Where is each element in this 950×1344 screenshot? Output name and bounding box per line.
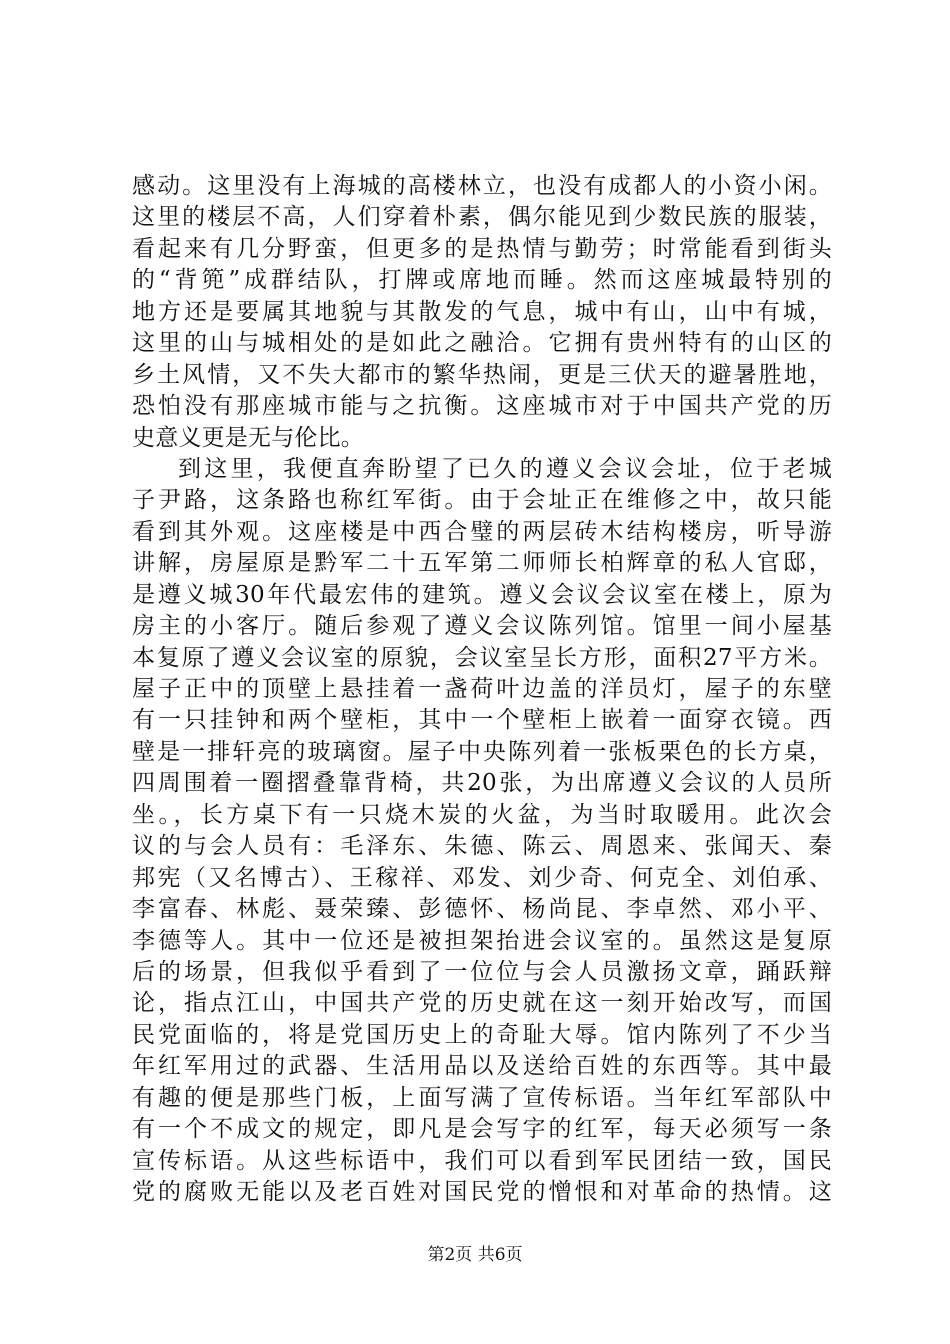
text-line: 恐怕没有那座城市能与之抗衡。这座城市对于中国共产党的历 <box>132 393 832 420</box>
text-line: 乡土风情，又不失大都市的繁华热闹，更是三伏天的避暑胜地， <box>132 361 832 388</box>
text-line: 看到其外观。这座楼是中西合璧的两层砖木结构楼房，听导游 <box>132 518 832 545</box>
text-line: 李德等人。其中一位还是被担架抬进会议室的。虽然这是复原 <box>132 927 832 954</box>
text-line: 子尹路，这条路也称红军街。由于会址正在维修之中，故只能 <box>132 487 832 514</box>
text-line: 的“背篼”成群结队，打牌或席地而睡。然而这座城最特别的 <box>132 267 832 294</box>
text-line: 壁是一排轩亮的玻璃窗。屋子中央陈列着一张板栗色的长方桌， <box>132 738 832 765</box>
text-line: 年红军用过的武器、生活用品以及送给百姓的东西等。其中最 <box>132 1053 832 1080</box>
paragraph-2 <box>132 454 832 1209</box>
paragraph-1 <box>132 171 832 454</box>
text-line: 李富春、林彪、聂荣臻、彭德怀、杨尚昆、李卓然、邓小平、 <box>132 896 832 923</box>
text-line: 有趣的便是那些门板，上面写满了宣传标语。当年红军部队中 <box>132 1084 832 1111</box>
text-line: 本复原了遵义会议室的原貌，会议室呈长方形，面积27平方米。 <box>132 644 832 671</box>
text-line: 是遵义城30年代最宏伟的建筑。遵义会议会议室在楼上，原为 <box>132 581 832 608</box>
text-line: 民党面临的，将是党国历史上的奇耻大辱。馆内陈列了不少当 <box>132 1021 832 1048</box>
document-body <box>132 171 832 1208</box>
text-line: 议的与会人员有：毛泽东、朱德、陈云、周恩来、张闻天、秦 <box>132 833 832 860</box>
text-line: 史意义更是无与伦比。 <box>132 424 364 451</box>
text-line: 讲解，房屋原是黔军二十五军第二师师长柏辉章的私人官邸， <box>132 550 832 577</box>
text-line: 论，指点江山，中国共产党的历史就在这一刻开始改写，而国 <box>132 990 832 1017</box>
text-line: 后的场景，但我似乎看到了一位位与会人员激扬文章，踊跃辩 <box>132 958 832 985</box>
page-footer: 第2页 共6页 <box>427 1245 523 1265</box>
text-line: 宣传标语。从这些标语中，我们可以看到军民团结一致，国民 <box>132 1147 832 1174</box>
text-line: 邦宪（又名博古）、王稼祥、邓发、刘少奇、何克全、刘伯承、 <box>132 864 832 891</box>
text-line: 感动。这里没有上海城的高楼林立，也没有成都人的小资小闲。 <box>132 173 832 199</box>
text-line: 党的腐败无能以及老百姓对国民党的憎恨和对革命的热情。这 <box>132 1179 832 1205</box>
text-line: 有一个不成文的规定，即凡是会写字的红军，每天必须写一条 <box>132 1116 832 1143</box>
text-line: 这里的山与城相处的是如此之融洽。它拥有贵州特有的山区的 <box>132 330 832 357</box>
text-line: 坐。，长方桌下有一只烧木炭的火盆，为当时取暖用。此次会 <box>132 801 832 828</box>
text-line: 看起来有几分野蛮，但更多的是热情与勤劳；时常能看到街头 <box>132 235 832 262</box>
text-line: 有一只挂钟和两个壁柜，其中一个壁柜上嵌着一面穿衣镜。西 <box>132 707 832 734</box>
text-line: 房主的小客厅。随后参观了遵义会议陈列馆。馆里一间小屋基 <box>132 613 832 640</box>
text-line: 到这里，我便直奔盼望了已久的遵义会议会址，位于老城 <box>178 455 832 482</box>
text-line: 四周围着一圈摺叠靠背椅，共20张，为出席遵义会议的人员所 <box>132 770 832 797</box>
text-line: 地方还是要属其地貌与其散发的气息，城中有山，山中有城， <box>132 298 832 325</box>
text-line: 屋子正中的顶壁上悬挂着一盏荷叶边盖的洋员灯，屋子的东壁 <box>132 676 832 702</box>
text-line: 这里的楼层不高，人们穿着朴素，偶尔能见到少数民族的服装， <box>132 204 832 231</box>
